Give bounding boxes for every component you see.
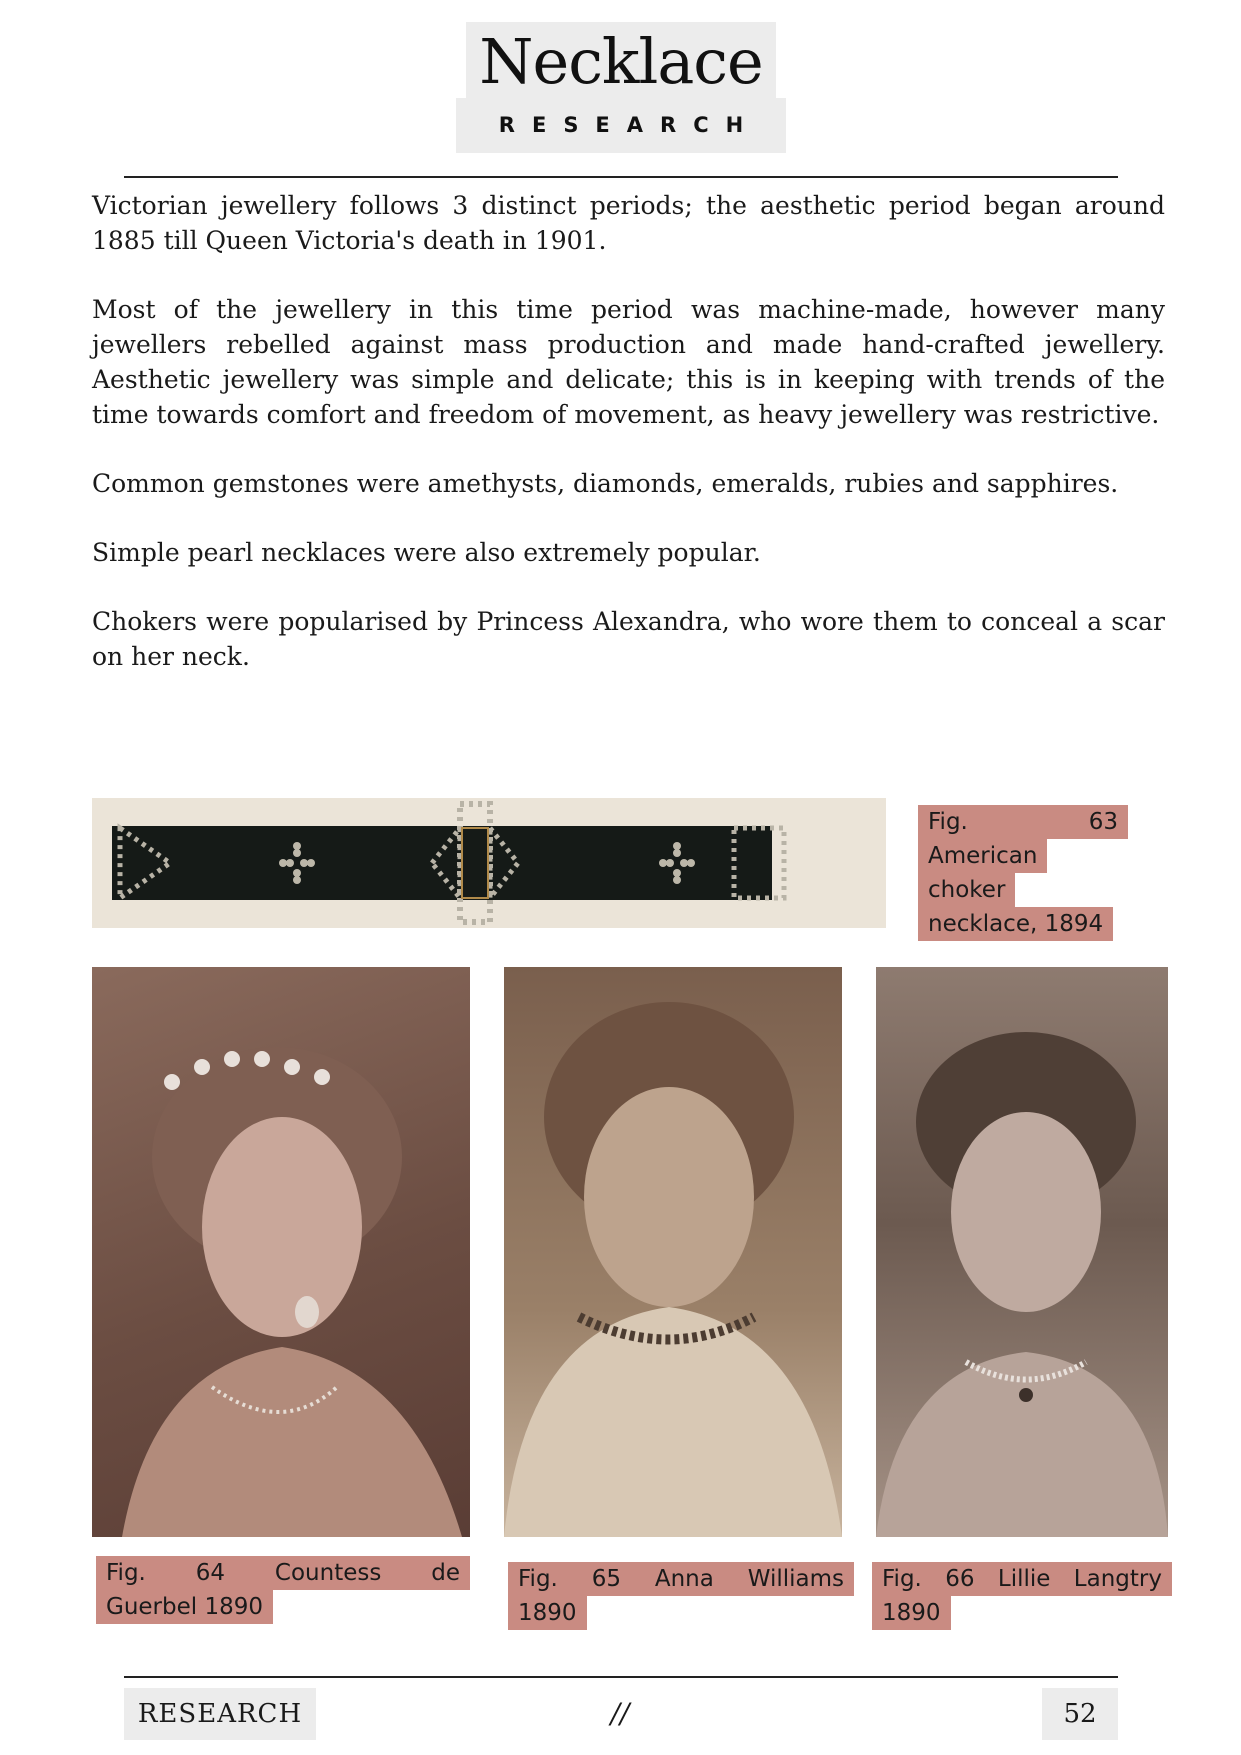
caption-line: American <box>918 839 1047 873</box>
caption-line: 1890 <box>508 1596 587 1630</box>
caption-line: necklace, 1894 <box>918 907 1113 941</box>
caption-line: 1890 <box>872 1596 951 1630</box>
caption-word: 66 <box>945 1566 975 1592</box>
footer-section-label: RESEARCH <box>137 1699 303 1729</box>
caption-line <box>96 1556 470 1590</box>
caption-word: Fig. <box>882 1566 922 1592</box>
caption-word: Anna <box>654 1566 714 1592</box>
figure-63-caption <box>918 805 1128 941</box>
page-number: 52 <box>1063 1699 1097 1729</box>
caption-line: Guerbel 1890 <box>96 1590 273 1624</box>
page-title: Necklace <box>479 25 763 98</box>
caption-line: choker <box>918 873 1015 907</box>
footer-divider <box>124 1676 1118 1678</box>
countess-de-guerbel-portrait <box>92 967 470 1537</box>
figure-65-caption <box>508 1562 854 1630</box>
header-divider <box>124 176 1118 178</box>
caption-word: Lillie <box>997 1566 1051 1592</box>
body-text <box>92 188 1165 708</box>
caption-word: de <box>431 1560 460 1586</box>
caption-line <box>918 805 1128 839</box>
paragraph: Common gemstones were amethysts, diamonds, emeralds, rubies and sapphires. <box>92 469 1119 498</box>
caption-word: 64 <box>195 1560 226 1586</box>
paragraph: Victorian jewellery follows 3 distinct periods; the aesthetic period began around 1885 till Queen Victoria's death in 1901. <box>92 191 1165 255</box>
lillie-langtry-portrait <box>876 967 1168 1537</box>
caption-line <box>872 1562 1172 1596</box>
paragraph: Chokers were popularised by Princess Alexandra, who wore them to conceal a scar on her neck. <box>92 607 1165 671</box>
paragraph: Most of the jewellery in this time period was machine-made, however many jewellers rebelled against mass production and made hand-crafted jewellery. Aesthetic jewellery was simple and delicate; this is in keeping with trends of the time towards comfort and freedom of movement, as heavy jewellery was restrictive. <box>92 295 1165 429</box>
anna-williams-portrait <box>504 967 842 1537</box>
choker-necklace-photo <box>92 798 886 928</box>
caption-line <box>508 1562 854 1596</box>
caption-word: 63 <box>1088 809 1118 835</box>
caption-word: Williams <box>747 1566 844 1592</box>
caption-word: Fig. <box>106 1560 146 1586</box>
footer-separator: // <box>610 1697 630 1730</box>
figure-66-caption <box>872 1562 1172 1630</box>
caption-word: Langtry <box>1073 1566 1162 1592</box>
caption-word: Fig. <box>518 1566 558 1592</box>
page-subtitle: RESEARCH <box>498 113 761 137</box>
paragraph: Simple pearl necklaces were also extremely popular. <box>92 538 761 567</box>
figure-64-caption <box>96 1556 470 1624</box>
caption-word: 65 <box>591 1566 621 1592</box>
caption-word: Countess <box>274 1560 382 1586</box>
caption-word: Fig. <box>928 809 968 835</box>
